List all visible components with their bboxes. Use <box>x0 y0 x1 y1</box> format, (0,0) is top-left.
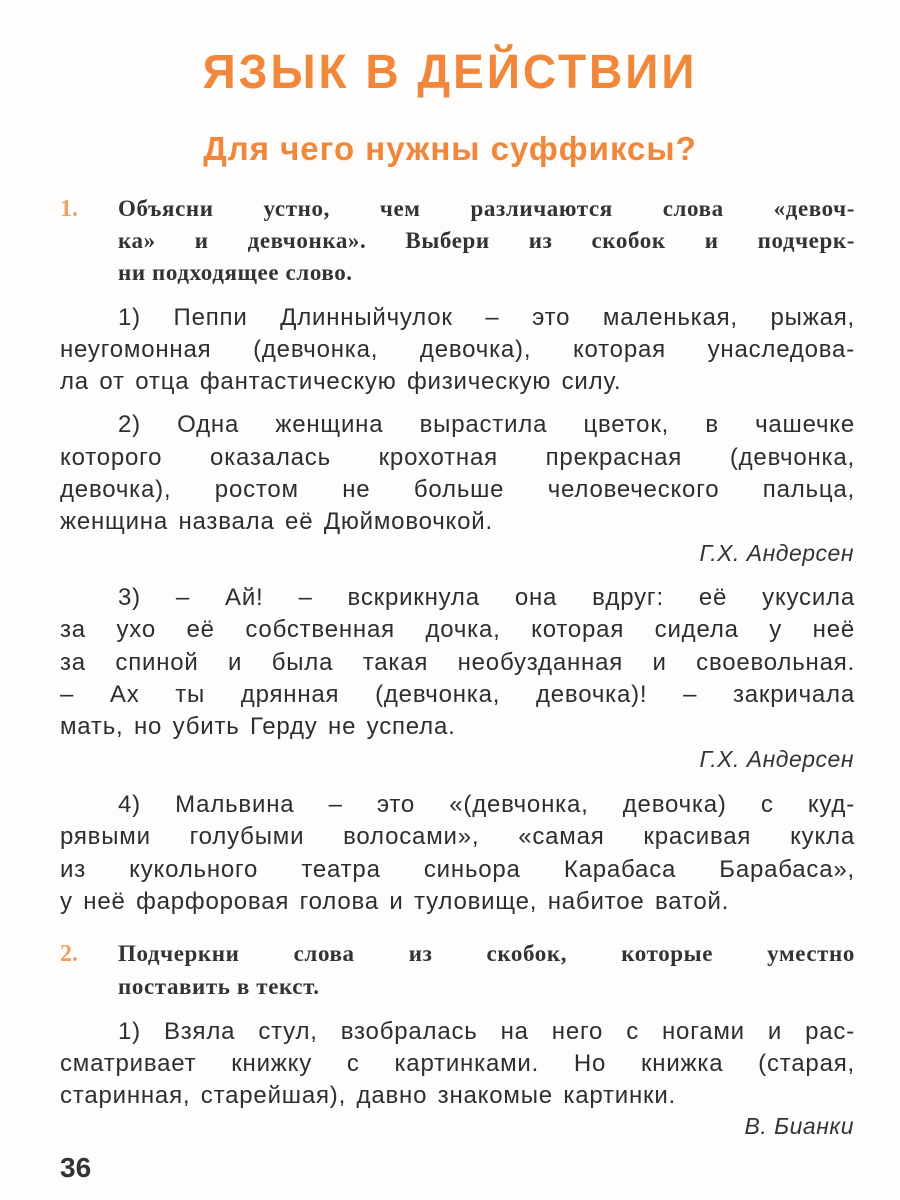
exercise-3-line: мать, но убить Герду не успела. <box>60 713 456 740</box>
task-2-exercise-1-author: В. Бианки <box>744 1113 854 1139</box>
exercise-2-line: женщина назвала её Дюймовочкой. <box>60 508 493 535</box>
exercise-1-line: неугомонная (девчонка, девочка), которая унаследова- <box>60 336 855 363</box>
exercise-1-line: ла от отца фантастическую физическую силу. <box>60 368 622 395</box>
exercise-2-author: Г.Х. Андерсен <box>699 540 854 566</box>
exercise-3-author: Г.Х. Андерсен <box>699 746 854 772</box>
task-2-exercise-1-line: сматривает книжку с картинками. Но книжка (старая, <box>60 1050 855 1077</box>
task-1-instruction-line: ни подходящее слово. <box>118 260 353 285</box>
task-2-instruction-line: Подчеркни слова из скобок, которые уместно <box>118 941 855 966</box>
exercise-3-line: за ухо её собственная дочка, которая сидела у неё <box>60 616 855 643</box>
exercise-1-line: 1) Пеппи Длинныйчулок – это маленькая, рыжая, <box>118 304 855 331</box>
exercise-2-line: которого оказалась крохотная прекрасная (девчонка, <box>60 444 855 471</box>
exercise-3-line: 3) – Ай! – вскрикнула она вдруг: её укусила <box>118 584 855 611</box>
task-2-exercise-1-line: 1) Взяла стул, взобралась на него с ногами и рас- <box>118 1018 855 1045</box>
exercise-3-line: за спиной и была такая необузданная и своевольная. <box>60 649 855 676</box>
lesson-title: Для чего нужны суффиксы? <box>203 130 697 167</box>
page-number: 36 <box>60 1152 92 1183</box>
exercise-2-line: девочка), ростом не больше человеческого пальца, <box>60 476 855 503</box>
task-2-exercise-1-line: старинная, старейшая), давно знакомые картинки. <box>60 1082 676 1109</box>
exercise-3-line: – Ах ты дрянная (девчонка, девочка)! – закричала <box>60 681 855 708</box>
exercise-4-line: у неё фарфоровая голова и туловище, набитое ватой. <box>60 888 730 915</box>
exercise-2-line: 2) Одна женщина вырастила цветок, в чашечке <box>118 411 855 438</box>
exercise-4-line: из кукольного театра синьора Карабаса Барабаса», <box>60 856 855 883</box>
task-2-instruction-line: поставить в текст. <box>118 974 320 999</box>
section-title: ЯЗЫК В ДЕЙСТВИИ <box>202 43 698 99</box>
exercise-4-line: 4) Мальвина – это «(девчонка, девочка) с куд- <box>118 791 855 818</box>
task-1-instruction-line: ка» и девчонка». Выбери из скобок и подчерк- <box>118 228 855 253</box>
exercise-4-line: рявыми голубыми волосами», «самая красивая кукла <box>60 823 855 850</box>
task-1-number: 1. <box>60 196 78 222</box>
task-1-instruction-line: Объясни устно, чем различаются слова «девоч- <box>118 196 855 221</box>
task-2-number: 2. <box>60 941 78 967</box>
